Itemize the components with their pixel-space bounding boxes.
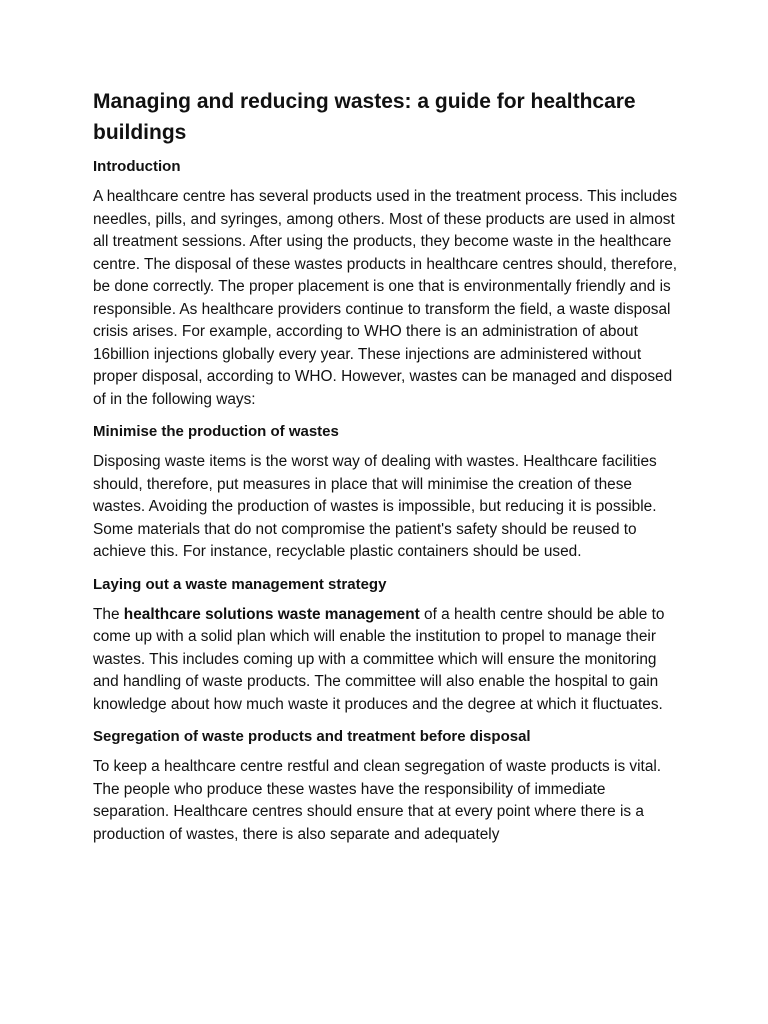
section-paragraph-introduction: A healthcare centre has several products used in the treatment process. This includes needles, pills, and syringes, among others. Most of these products are used in almost all treatment sessions. After using the products, they become waste in the healthcare centre. The disposal of these wastes products in healthcare centres should, therefore, be done correctly. The proper placement is one that is environmentally friendly and is responsible. As healthcare providers continue to transform the field, a waste disposal crisis arises. For example, according to WHO there is an administration of about 16billion injections globally every year. These injections are administered without proper disposal, according to WHO. However, wastes can be managed and disposed of in the following ways: xyxy=(93,188,678,408)
section-paragraph-segregation: To keep a healthcare centre restful and clean segregation of waste products is vital. The people who produce these wastes have the responsibility of immediate separation. Healthcare centres should ensure that at every point where there is a production of wastes, there is also separate and adequately xyxy=(93,758,662,843)
strategy-link-text: healthcare solutions waste management xyxy=(123,605,420,623)
section-paragraph-minimise: Disposing waste items is the worst way of dealing with wastes. Healthcare facilities should, therefore, put measures in place that will minimise the creation of these wastes. Avoiding the production of wastes is impossible, but reducing it is possible. Some materials that do not compromise the patient's safety should be reused to achieve this. For instance, recyclable plastic containers should be used. xyxy=(93,453,657,560)
strategy-text-pre: The xyxy=(93,605,124,623)
section-heading-minimise: Minimise the production of wastes xyxy=(93,423,339,440)
document-page xyxy=(93,86,683,856)
section-heading-introduction: Introduction xyxy=(93,158,181,175)
section-paragraph-strategy xyxy=(93,604,683,717)
section-heading-strategy: Laying out a waste management strategy xyxy=(93,575,387,593)
strategy-text-post: of a health centre should be able to come up with a solid plan which will enable the institution to propel to manage their wastes. This includes coming up with a committee which will ensure the monitoring and handling of waste products. The committee will also enable the hospital to gain knowledge about how much waste it produces and the degree at which it fluctuates. xyxy=(93,605,665,713)
document-title: Managing and reducing wastes: a guide for healthcare buildings xyxy=(93,90,636,144)
section-heading-segregation: Segregation of waste products and treatment before disposal xyxy=(93,728,531,745)
